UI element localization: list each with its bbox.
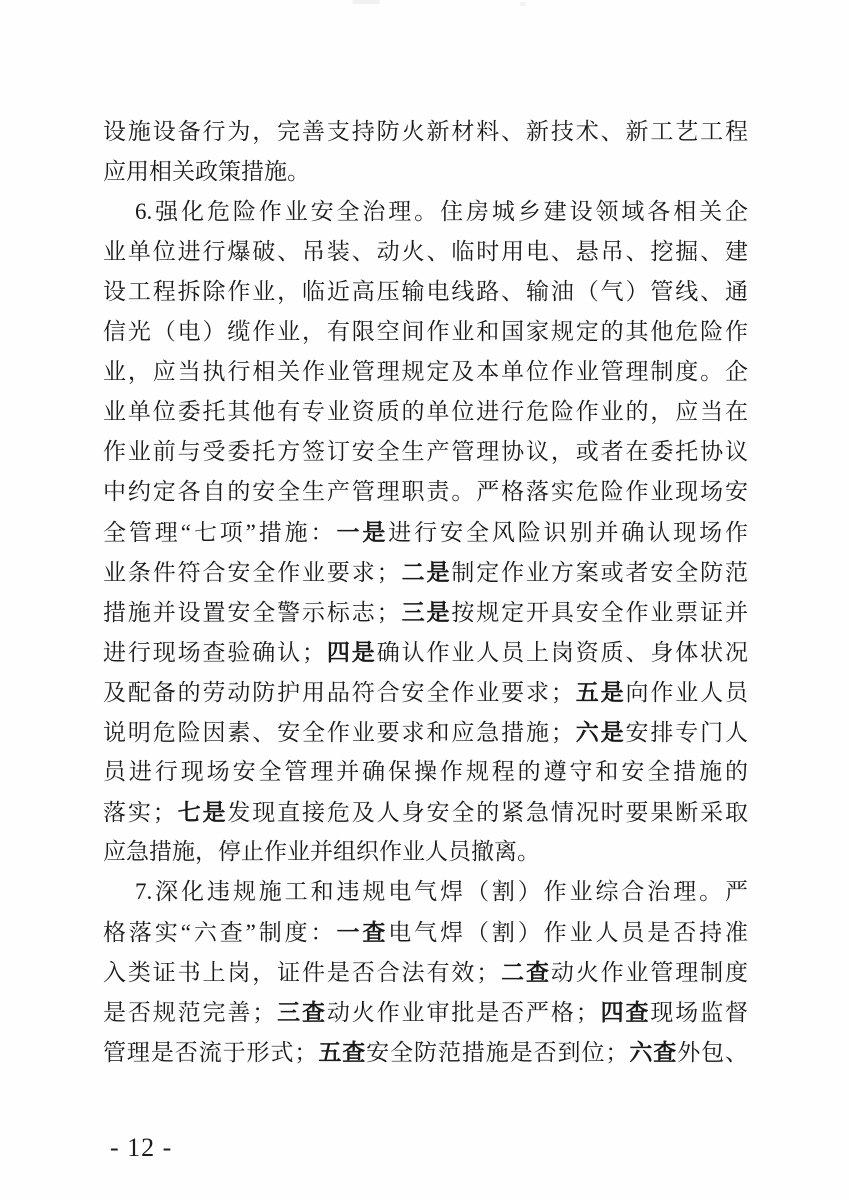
text-run: 管理是否流于形式；	[103, 1040, 318, 1065]
text-run: 员进行现场安全管理并确保操作规程的遵守和安全措施的	[103, 759, 748, 784]
emphasis-run: 四是	[325, 639, 377, 665]
text-run: 入类证书上岗，证件是否合法有效；	[103, 960, 500, 985]
text-line	[103, 432, 748, 472]
document-body	[103, 112, 748, 1072]
text-run: 确认作业人员上岗资质、身体状况	[376, 640, 749, 665]
text-line	[103, 632, 748, 672]
text-run: 全管理“七项”措施：	[103, 520, 337, 545]
text-line	[103, 1032, 748, 1072]
scan-artifact	[352, 0, 380, 4]
text-run: 业单位进行爆破、吊装、动火、临时用电、悬吊、挖掘、建	[103, 239, 748, 264]
text-run: 中约定各自的安全生产管理职责。严格落实危险作业现场安	[103, 479, 748, 504]
text-run: 7.深化违规施工和违规电气焊（割）作业综合治理。严	[135, 879, 748, 904]
text-run: 制定作业方案或者安全防范	[451, 560, 749, 585]
text-line	[103, 952, 748, 992]
text-line	[103, 192, 748, 232]
emphasis-run: 五是	[573, 679, 626, 705]
text-line	[103, 672, 748, 712]
text-line	[103, 112, 748, 152]
text-run: 说明危险因素、安全作业要求和应急措施；	[103, 720, 574, 745]
text-line	[103, 712, 748, 752]
text-run: 进行安全风险识别并确认现场作	[388, 520, 749, 545]
text-line	[103, 152, 748, 192]
text-run: 发现直接危及人身安全的紧急情况时要果断采取	[227, 800, 749, 825]
text-run: 应急措施，停止作业并组织作业人员撤离。	[103, 839, 540, 864]
text-run: 信光（电）缆作业，有限空间作业和国家规定的其他危险作	[103, 319, 748, 344]
text-line	[103, 592, 748, 632]
text-run: 安排专门人	[625, 720, 749, 745]
text-run: 设工程拆除作业，临近高压输电线路、输油（气）管线、通	[103, 279, 748, 304]
text-run: 电气焊（割）作业人员是否持准	[388, 920, 749, 945]
text-line	[103, 232, 748, 272]
text-line	[103, 352, 748, 392]
text-line	[103, 992, 748, 1032]
text-run: 外包、	[677, 1040, 749, 1065]
text-run: 动火作业审批是否严格；	[326, 1000, 599, 1025]
emphasis-run: 五查	[317, 1039, 367, 1065]
text-line	[103, 272, 748, 312]
text-run: 是否规范完善；	[103, 1000, 276, 1025]
text-run: 设施设备行为，完善支持防火新材料、新技术、新工艺工程	[103, 119, 748, 144]
text-line	[103, 392, 748, 432]
scan-artifact	[520, 2, 526, 6]
emphasis-run: 七是	[175, 799, 228, 825]
emphasis-run: 二是	[399, 559, 452, 585]
text-line	[103, 832, 748, 872]
text-line	[103, 872, 748, 912]
text-run: 安全防范措施是否到位；	[366, 1040, 629, 1065]
text-run: 动火作业管理制度	[550, 960, 749, 985]
text-run: 业单位委托其他有专业资质的单位进行危险作业的，应当在	[103, 399, 748, 424]
text-line	[103, 472, 748, 512]
text-line	[103, 912, 748, 952]
emphasis-run: 三查	[275, 999, 327, 1025]
emphasis-run: 六是	[573, 719, 626, 745]
emphasis-run: 三是	[399, 599, 452, 625]
emphasis-run: 一查	[336, 919, 389, 945]
text-run: 措施并设置安全警示标志；	[103, 600, 400, 625]
emphasis-run: 四查	[598, 999, 651, 1025]
emphasis-run: 二查	[499, 959, 551, 985]
text-run: 向作业人员	[625, 680, 749, 705]
text-run: 格落实“六查”制度：	[103, 920, 337, 945]
text-line	[103, 512, 748, 552]
emphasis-run: 一是	[336, 519, 389, 545]
text-run: 现场监督	[650, 1000, 749, 1025]
text-run: 应用相关政策措施。	[103, 159, 310, 184]
text-run: 6.强化危险作业安全治理。住房城乡建设领域各相关企	[135, 199, 748, 224]
text-run: 及配备的劳动防护用品符合安全作业要求；	[103, 680, 574, 705]
text-run: 落实；	[103, 800, 176, 825]
text-line	[103, 752, 748, 792]
text-run: 按规定开具安全作业票证并	[451, 600, 749, 625]
text-run: 作业前与受委托方签订安全生产管理协议，或者在委托协议	[103, 439, 748, 464]
text-line	[103, 552, 748, 592]
text-run: 业条件符合安全作业要求；	[103, 560, 400, 585]
text-run: 进行现场查验确认；	[103, 640, 326, 665]
text-line	[103, 312, 748, 352]
emphasis-run: 六查	[628, 1039, 678, 1065]
text-line	[103, 792, 748, 832]
text-run: 业，应当执行相关作业管理规定及本单位作业管理制度。企	[103, 359, 748, 384]
page-number: - 12 -	[110, 1133, 173, 1162]
